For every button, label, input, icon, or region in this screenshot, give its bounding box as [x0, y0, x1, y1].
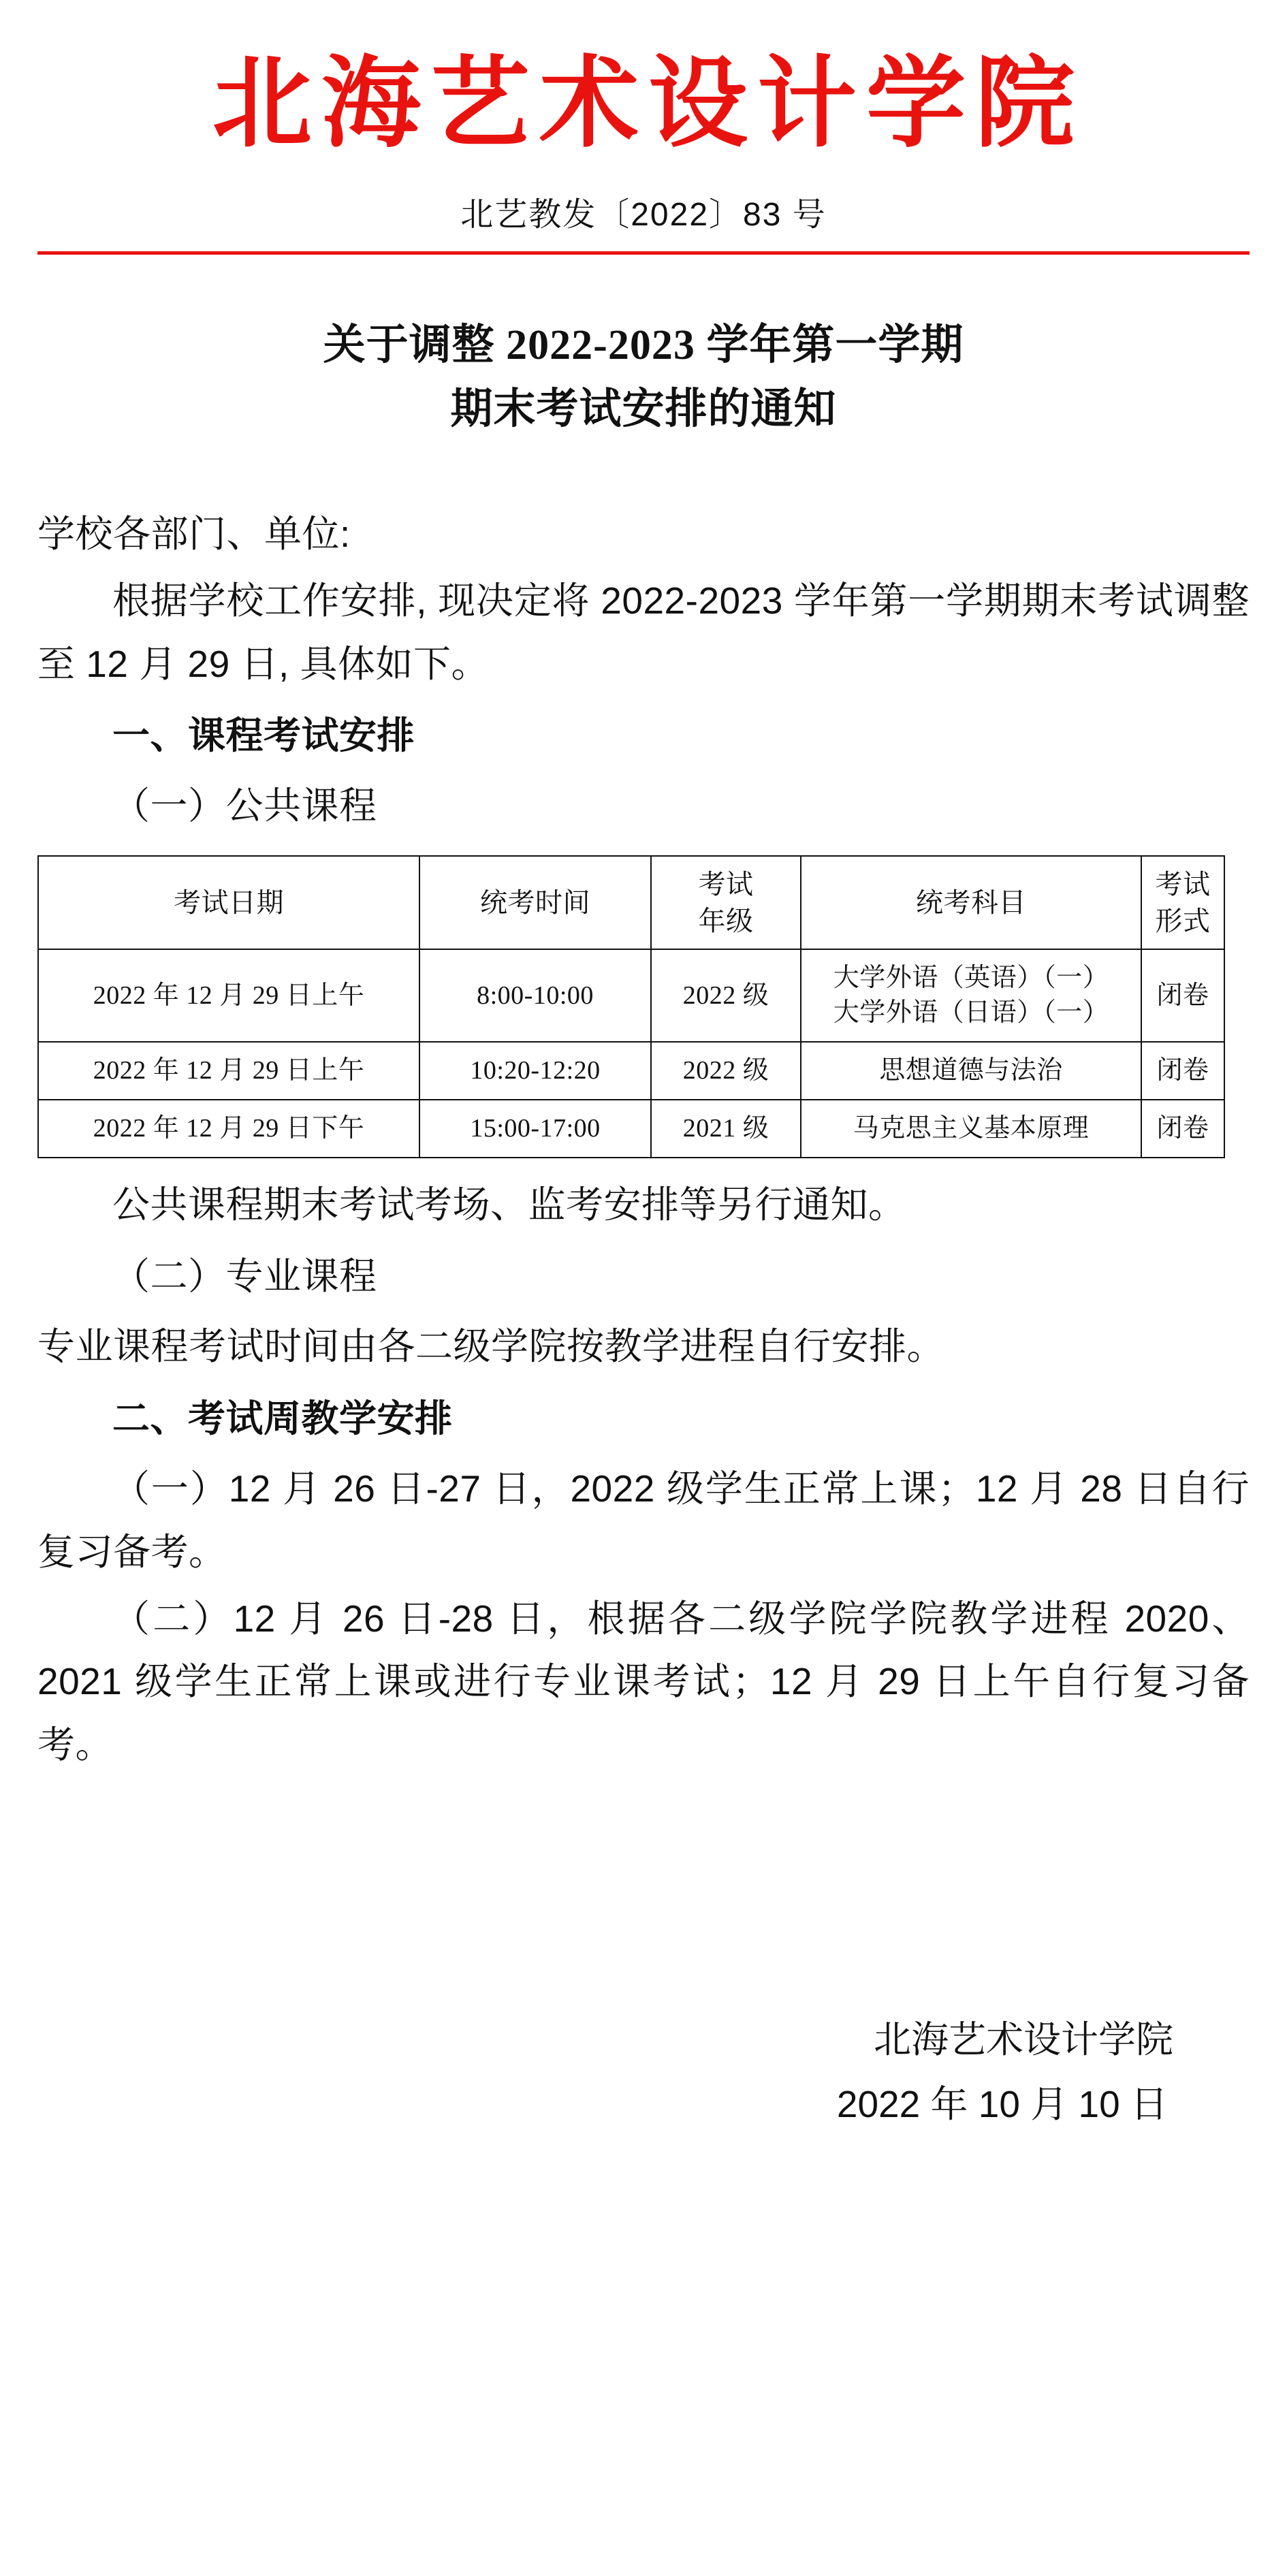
table-row [38, 949, 1224, 1042]
title-line-1: 关于调整 2022-2023 学年第一学期 [323, 321, 964, 368]
cell-subject-line-1: 大学外语（英语）（一） [833, 964, 1109, 993]
after-table-note: 公共课程期末考试考场、监考安排等另行通知。 [112, 1183, 906, 1226]
cell-form: 闭卷 [1141, 1100, 1224, 1158]
signature-organization: 北海艺术设计学院 [873, 2018, 1173, 2061]
cell-form: 闭卷 [1141, 949, 1224, 1042]
document-body [37, 503, 1250, 1776]
table-row [38, 1100, 1224, 1158]
cell-exam-time: 15:00-17:00 [419, 1100, 651, 1158]
document-title [37, 313, 1250, 441]
cell-subject [801, 1100, 1141, 1158]
column-header-form-line2: 形式 [1155, 905, 1211, 936]
signature-date: 2022 年 10 月 10 日 [836, 2082, 1168, 2125]
major-courses-text: 专业课程考试时间由各二级学院按教学进程自行安排。 [37, 1325, 945, 1367]
cell-grade: 2022 级 [651, 1042, 801, 1100]
cell-subject [801, 1042, 1141, 1100]
column-header-subject: 统考科目 [801, 856, 1141, 949]
cell-form: 闭卷 [1141, 1042, 1224, 1100]
title-line-2: 期末考试安排的通知 [450, 385, 837, 432]
masthead-institution-name: 北海艺术设计学院 [212, 49, 1084, 159]
column-header-grade-line1: 考试 [698, 868, 754, 900]
signature-block [37, 2007, 1250, 2136]
cell-exam-date: 2022 年 12 月 29 日下午 [38, 1100, 419, 1158]
section-1-subheading-major-courses: （二）专业课程 [112, 1256, 377, 1298]
salutation: 学校各部门、单位: [37, 512, 351, 555]
section-1-heading: 一、课程考试安排 [112, 715, 415, 757]
cell-exam-date: 2022 年 12 月 29 日上午 [38, 1042, 419, 1100]
cell-grade: 2022 级 [651, 949, 801, 1042]
column-header-form [1141, 856, 1224, 949]
cell-grade: 2021 级 [651, 1100, 801, 1158]
cell-exam-time: 10:20-12:20 [419, 1042, 651, 1100]
column-header-exam-date: 考试日期 [38, 856, 419, 949]
table-header-row [38, 856, 1224, 949]
body-paragraph-1: 根据学校工作安排, 现决定将 2022-2023 学年第一学期期末考试调整至 12 月 29 日, 具体如下。 [37, 579, 1250, 685]
cell-subject-line-2: 大学外语（日语）（一） [833, 998, 1109, 1028]
exam-schedule-table-wrapper [37, 855, 1250, 1158]
column-header-grade [651, 856, 801, 949]
section-1-subheading-public-courses: （一）公共课程 [112, 784, 377, 827]
table-row [38, 1042, 1224, 1100]
section-2-item-1: （一）12 月 26 日-27 日，2022 级学生正常上课；12 月 28 日自行复习备考。 [37, 1467, 1250, 1573]
exam-schedule-table [37, 855, 1225, 1158]
column-header-form-line1: 考试 [1155, 868, 1211, 900]
section-2-item-2: （二）12 月 26 日-28 日，根据各二级学院学院教学进程 2020、2021 级学生正常上课或进行专业课考试；12 月 29 日上午自行复习备考。 [37, 1597, 1250, 1766]
cell-subject-line-1: 思想道德与法治 [879, 1055, 1063, 1085]
cell-subject [801, 949, 1141, 1042]
red-divider-rule [37, 251, 1250, 255]
cell-exam-time: 8:00-10:00 [419, 949, 651, 1042]
document-number: 北艺教发〔2022〕83 号 [460, 196, 827, 233]
section-2-heading: 二、考试周教学安排 [112, 1397, 453, 1440]
column-header-grade-line2: 年级 [698, 905, 754, 936]
cell-subject-line-1: 马克思主义基本原理 [853, 1113, 1090, 1143]
cell-exam-date: 2022 年 12 月 29 日上午 [38, 949, 419, 1042]
column-header-exam-time: 统考时间 [419, 856, 651, 949]
